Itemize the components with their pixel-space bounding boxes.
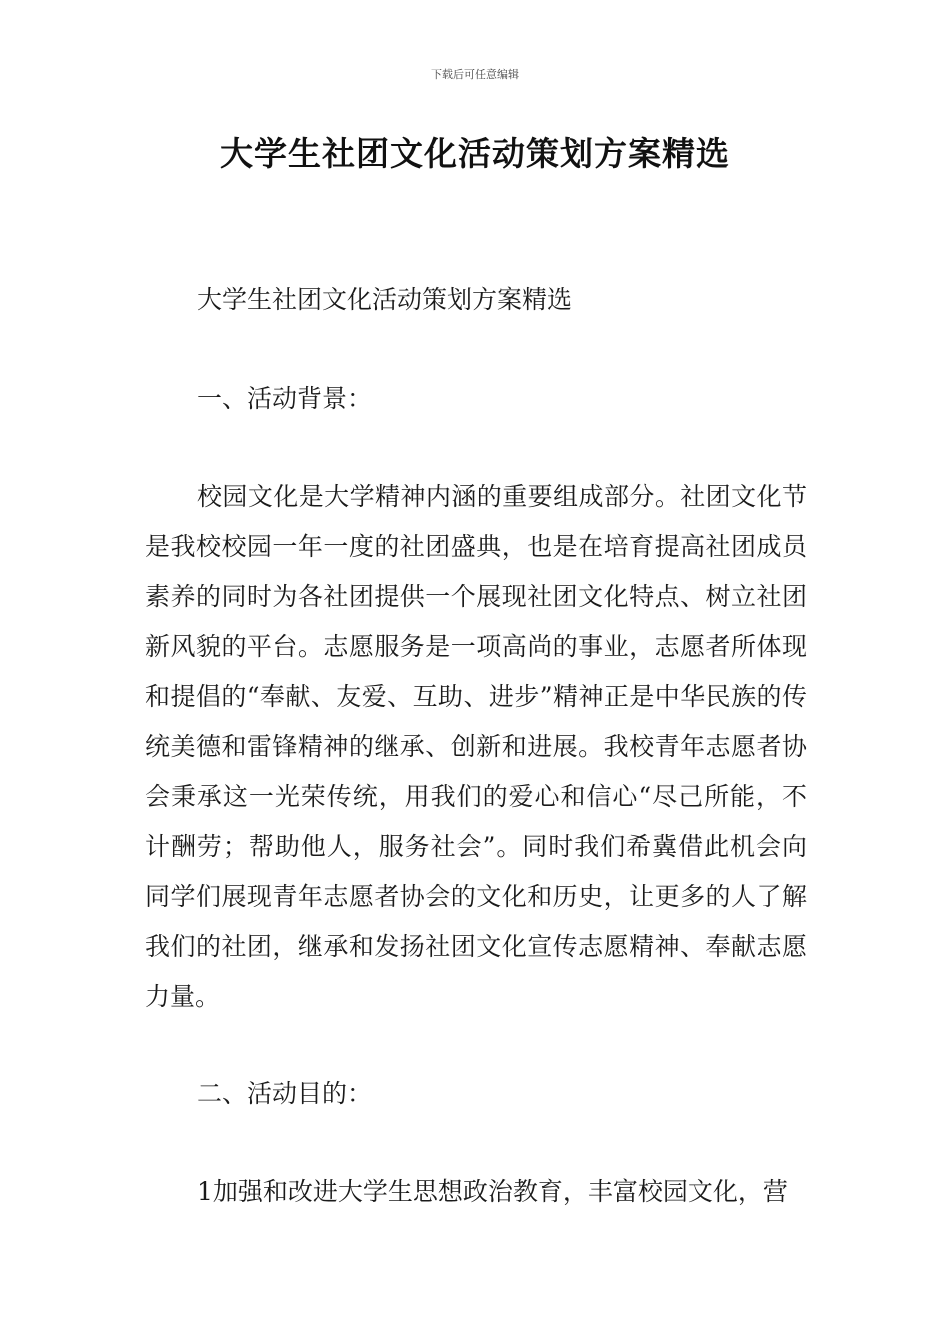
- section1-paragraph: 校园文化是大学精神内涵的重要组成部分。社团文化节是我校校园一年一度的社团盛典，也是在培育提高社团成员素养的同时为各社团提供一个展现社团文化特点、树立社团新风貌的平台。志愿服务是一项高尚的事业，志愿者所体现和提倡的“奉献、友爱、互助、进步”精神正是中华民族的传统美德和雷锋精神的继承、创新和进展。我校青年志愿者协会秉承这一光荣传统，用我们的爱心和信心“尽己所能，不计酬劳；帮助他人，服务社会”。同时我们希冀借此机会向同学们展现青年志愿者协会的文化和历史，让更多的人了解我们的社团，继承和发扬社团文化宣传志愿精神、奉献志愿力量。: [145, 482, 807, 1011]
- section2-heading: 二、活动目的：: [197, 1079, 373, 1108]
- document-subtitle: 大学生社团文化活动策划方案精选: [197, 285, 573, 314]
- document-title: 大学生社团文化活动策划方案精选: [220, 134, 730, 173]
- header-note: 下载后可任意编辑: [431, 68, 519, 81]
- section1-heading: 一、活动背景：: [197, 384, 373, 413]
- section2-item-1: 1加强和改进大学生思想政治教育，丰富校园文化，营: [197, 1177, 788, 1206]
